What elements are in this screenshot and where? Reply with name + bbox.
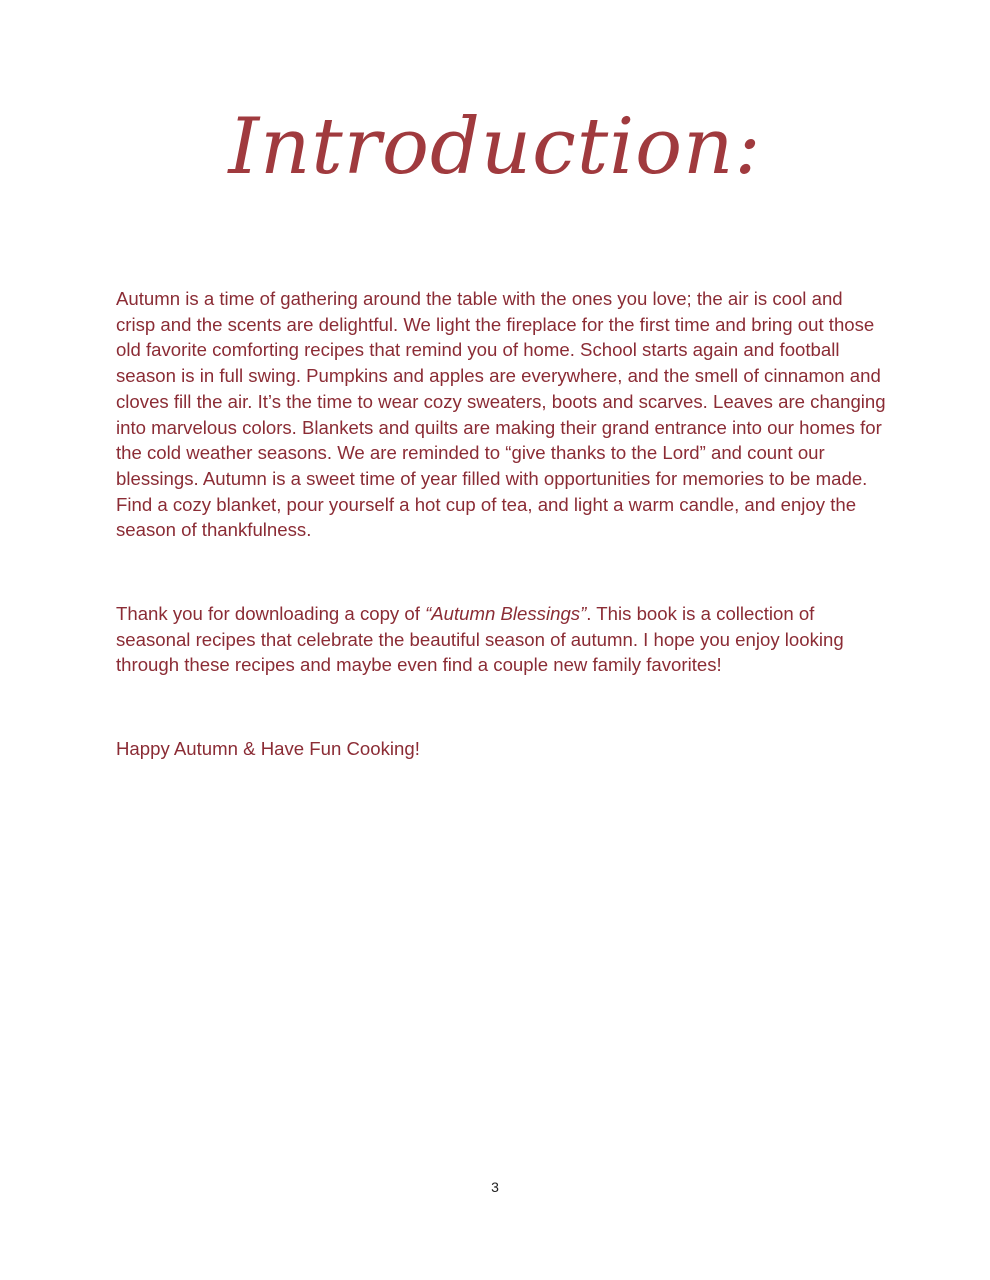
thank-you-paragraph xyxy=(116,601,886,678)
page-title: Introduction: xyxy=(228,102,762,192)
book-title: “Autumn Blessings” xyxy=(425,603,587,624)
thank-you-text-end: . This book is a collection of seasonal recipes that celebrate the beautiful season of autumn. I hope you enjoy looking through these recipes and maybe even find a couple new family favorites! xyxy=(116,603,844,676)
intro-paragraph: Autumn is a time of gathering around the table with the ones you love; the air is cool and crisp and the scents are delightful. We light the fireplace for the first time and bring out those old favorite comforting recipes that remind you of home. School starts again and football season is in full swing. Pumpkins and apples are everywhere, and the smell of cinnamon and cloves fill the air. It’s the time to wear cozy sweaters, boots and scarves. Leaves are changing into marvelous colors. Blankets and quilts are making their grand entrance into our homes for the cold weather seasons. We are reminded to “give thanks to the Lord” and count our blessings. Autumn is a sweet time of year filled with opportunities for memories to be made. Find a cozy blanket, pour yourself a hot cup of tea, and light a warm candle, and enjoy the season of thankfulness. xyxy=(116,288,886,541)
page-number: 3 xyxy=(491,1179,499,1195)
thank-you-text-start: Thank you for downloading a copy of xyxy=(116,603,426,624)
closing-line: Happy Autumn & Have Fun Cooking! xyxy=(116,738,420,759)
